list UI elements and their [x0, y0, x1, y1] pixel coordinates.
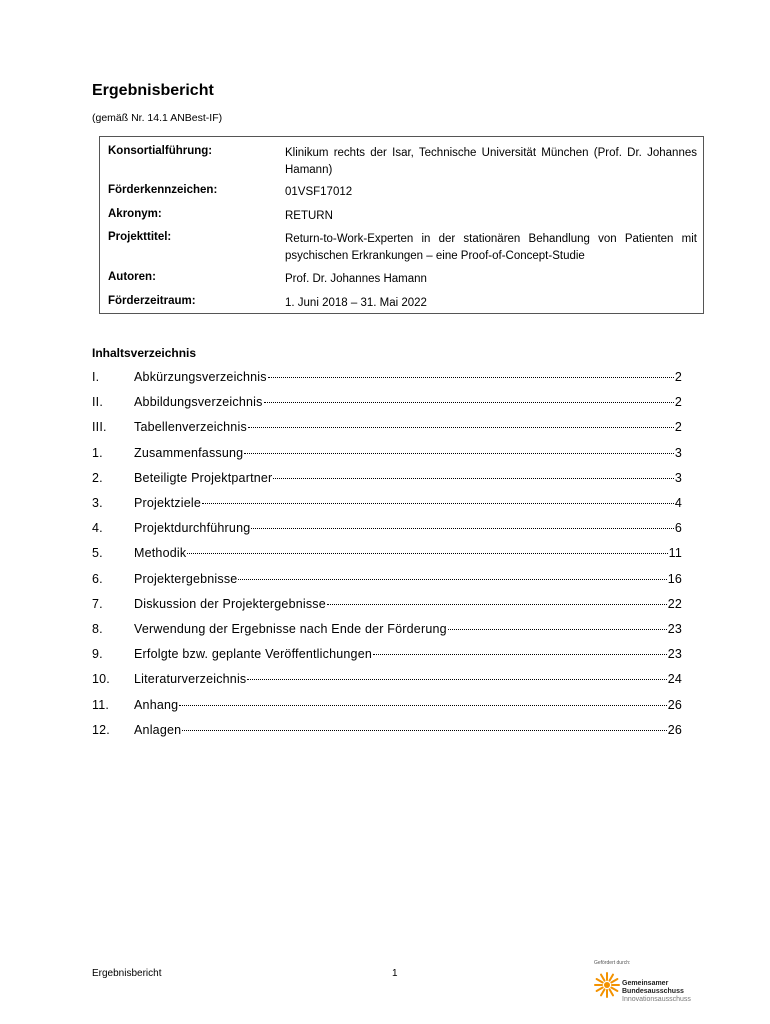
info-label: Förderzeitraum: — [108, 295, 196, 307]
toc-item-number: II. — [92, 395, 104, 410]
toc-item-label: Zusammenfassung — [134, 445, 244, 460]
footer-title: Ergebnisbericht — [92, 968, 162, 979]
gba-logo-icon — [594, 972, 620, 998]
logo-line-3: Innovationsausschuss — [622, 996, 691, 1003]
info-value: 1. Juni 2018 – 31. Mai 2022 — [285, 297, 427, 309]
toc-item[interactable] — [92, 521, 682, 539]
toc-item-number: I. — [92, 370, 100, 384]
toc-item[interactable] — [92, 698, 682, 716]
toc-item-label: Abbildungsverzeichnis — [134, 395, 263, 410]
toc-item-number: 9. — [92, 647, 103, 662]
toc-item-entry — [134, 446, 682, 460]
toc-item[interactable] — [92, 496, 682, 514]
toc-item-page: 23 — [667, 622, 682, 636]
toc-item-number: III. — [92, 420, 107, 435]
info-label: Projekttitel: — [108, 231, 172, 243]
info-label: Konsortialführung: — [108, 145, 213, 157]
toc-item-entry — [134, 647, 682, 661]
toc-leader-dots — [187, 552, 667, 554]
toc-title: Inhaltsverzeichnis — [92, 346, 197, 360]
toc-item-entry — [134, 496, 682, 510]
logo-ray — [601, 975, 605, 981]
toc-item-entry — [134, 572, 682, 586]
toc-item[interactable] — [92, 572, 682, 590]
logo-ray — [610, 975, 614, 981]
info-label: Autoren: — [108, 271, 156, 283]
toc-item-label: Projektziele — [134, 496, 202, 510]
toc-item[interactable] — [92, 723, 682, 741]
funder-logo — [594, 960, 704, 1010]
toc-leader-dots — [373, 653, 667, 655]
toc-leader-dots — [268, 376, 674, 378]
toc-item-page: 3 — [674, 445, 682, 460]
toc-item-page: 2 — [674, 395, 682, 410]
logo-line-1: Gemeinsamer — [622, 980, 669, 987]
toc-item[interactable] — [92, 672, 682, 690]
toc-item-page: 26 — [667, 722, 682, 737]
toc-item[interactable] — [92, 420, 682, 438]
toc-item[interactable] — [92, 597, 682, 615]
logo-ray — [597, 988, 603, 992]
toc-leader-dots — [247, 678, 666, 680]
logo-caption: Gefördert durch: — [594, 960, 631, 966]
toc-item-label: Anhang — [134, 697, 179, 712]
toc-item[interactable] — [92, 446, 682, 464]
info-value: 01VSF17012 — [285, 186, 353, 198]
toc-item-label: Tabellenverzeichnis — [134, 420, 247, 435]
toc-item-number: 4. — [92, 521, 103, 536]
toc-item-page: 6 — [674, 521, 682, 536]
toc-item-entry — [134, 546, 682, 560]
info-value: Prof. Dr. Johannes Hamann — [285, 273, 427, 285]
toc-item-number: 2. — [92, 470, 103, 485]
info-value: Klinikum rechts der Isar, Technische Universität München (Prof. Dr. Johannes Hamann) — [285, 147, 697, 176]
toc-leader-dots — [273, 477, 673, 479]
toc-item[interactable] — [92, 546, 682, 564]
info-label: Förderkennzeichen: — [108, 184, 218, 196]
toc-item-entry — [134, 521, 682, 535]
page-subtitle: (gemäß Nr. 14.1 ANBest-IF) — [92, 112, 223, 124]
toc-item-page: 3 — [674, 470, 682, 485]
toc-item-page: 2 — [674, 370, 682, 384]
toc-item-entry — [134, 395, 682, 409]
toc-item-number: 11. — [92, 697, 110, 712]
logo-ray — [611, 988, 617, 992]
toc-leader-dots — [244, 452, 674, 454]
toc-item-number: 12. — [92, 722, 110, 737]
toc-leader-dots — [248, 426, 674, 428]
toc-item-label: Literaturverzeichnis — [134, 672, 247, 687]
logo-line-2: Bundesausschuss — [622, 988, 684, 995]
toc-leader-dots — [182, 729, 666, 731]
logo-text — [622, 980, 691, 1004]
toc-item-label: Abkürzungsverzeichnis — [134, 370, 267, 384]
toc-item[interactable] — [92, 370, 682, 388]
toc-item-label: Beteiligte Projektpartner — [134, 470, 273, 485]
page-title: Ergebnisbericht — [92, 82, 214, 99]
toc-item-number: 10. — [92, 672, 110, 687]
toc-leader-dots — [264, 401, 674, 403]
toc-leader-dots — [202, 502, 674, 504]
toc-item-number: 1. — [92, 445, 103, 460]
toc-item-page: 4 — [674, 496, 682, 510]
project-info-box — [99, 136, 704, 314]
toc-item[interactable] — [92, 647, 682, 665]
toc-item-page: 23 — [667, 647, 682, 662]
logo-ray — [611, 979, 617, 983]
toc-item-page: 2 — [674, 420, 682, 435]
toc-item-entry — [134, 672, 682, 686]
toc-leader-dots — [179, 704, 666, 706]
toc-item-label: Anlagen — [134, 722, 182, 737]
toc-item-label: Diskussion der Projektergebnisse — [134, 596, 326, 611]
toc-item-label: Projektergebnisse — [134, 571, 238, 586]
info-label: Akronym: — [108, 208, 162, 220]
toc-item-page: 16 — [667, 571, 682, 586]
toc-item-page: 24 — [667, 672, 682, 687]
toc-item-number: 7. — [92, 596, 103, 611]
toc-item-entry — [134, 597, 682, 611]
toc-item-entry — [134, 698, 682, 712]
toc-item[interactable] — [92, 471, 682, 489]
info-value: Return-to-Work-Experten in der stationären Behandlung von Patienten mit psychischen Erkrankungen – eine Proof-of-Concept-Studie — [285, 233, 697, 262]
toc-leader-dots — [448, 628, 667, 630]
toc-item-label: Methodik — [134, 546, 187, 561]
toc-item-page: 22 — [667, 596, 682, 611]
toc-leader-dots — [251, 527, 673, 529]
toc-item-number: 5. — [92, 546, 103, 561]
toc-item-label: Erfolgte bzw. geplante Veröffentlichungen — [134, 647, 372, 662]
toc-item-number: 6. — [92, 571, 103, 586]
info-value: RETURN — [285, 210, 333, 222]
toc-item-entry — [134, 622, 682, 636]
toc-item-label: Projektdurchführung — [134, 521, 251, 536]
toc-item-page: 26 — [667, 697, 682, 712]
toc-item-entry — [134, 471, 682, 485]
toc-item-entry — [134, 723, 682, 737]
toc-item-number: 3. — [92, 496, 103, 510]
toc-item[interactable] — [92, 622, 682, 640]
toc-leader-dots — [238, 578, 666, 580]
logo-ray — [597, 979, 603, 983]
toc-item-number: 8. — [92, 622, 103, 636]
toc-item-entry — [134, 420, 682, 434]
page-number: 1 — [392, 968, 398, 979]
logo-ray — [610, 989, 614, 995]
toc-leader-dots — [327, 603, 667, 605]
logo-ray — [601, 989, 605, 995]
toc-item-label: Verwendung der Ergebnisse nach Ende der Förderung — [134, 622, 447, 636]
toc-item-entry — [134, 370, 682, 384]
toc-item[interactable] — [92, 395, 682, 413]
toc-item-page: 11 — [668, 546, 682, 561]
